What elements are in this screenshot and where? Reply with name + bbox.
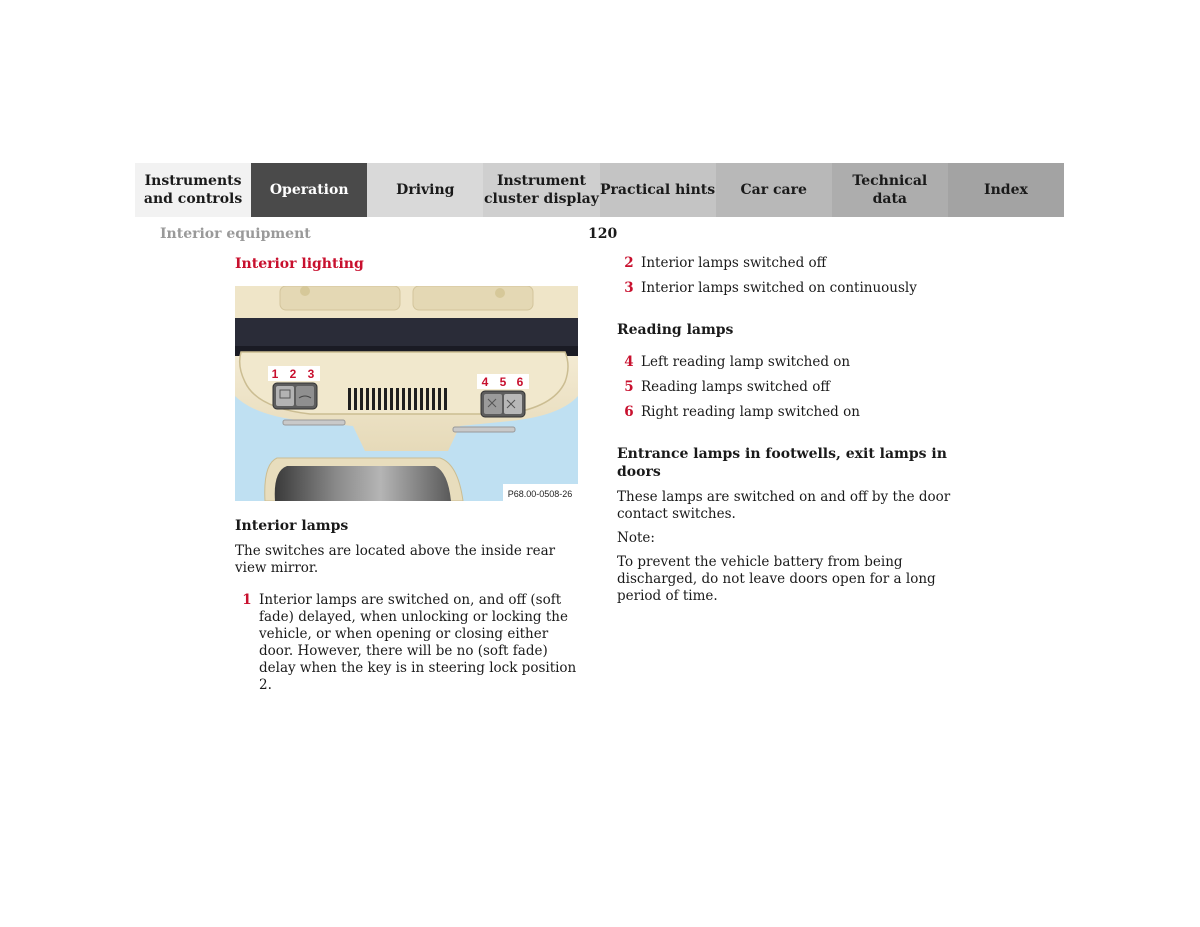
item-text: Interior lamps switched off (641, 255, 827, 271)
interior-lamps-heading: Interior lamps (235, 518, 349, 534)
item-number: 1 (242, 592, 252, 608)
note-text: To prevent the vehicle battery from being discharged, do not leave doors open for a long period of time. (617, 554, 936, 604)
callout-3: 3 (307, 367, 315, 381)
item-text: Left reading lamp switched on (641, 354, 851, 370)
list-item-2 (617, 255, 977, 272)
tab-driving[interactable]: Driving (367, 163, 483, 217)
list-item-3 (617, 280, 977, 297)
tab-operation[interactable]: Operation (251, 163, 367, 217)
left-column (235, 255, 585, 694)
tab-index[interactable]: Index (948, 163, 1064, 217)
chapter-tabs (135, 163, 1064, 217)
page-heading: Interior lighting (235, 256, 364, 272)
item-number: 4 (624, 354, 634, 370)
tab-car-care[interactable]: Car care (716, 163, 832, 217)
callout-4: 4 (481, 375, 489, 389)
right-column (617, 255, 977, 605)
section-title: Interior equipment (160, 226, 311, 242)
tab-technical-data[interactable]: Technical data (832, 163, 948, 217)
list-item-5 (617, 379, 977, 396)
page-number: 120 (588, 226, 618, 242)
callout-1: 1 (271, 367, 279, 381)
tab-instruments-and-controls[interactable]: Instruments and controls (135, 163, 251, 217)
tab-practical-hints[interactable]: Practical hints (600, 163, 716, 217)
figure-code: P68.00-0508-26 (507, 489, 573, 499)
list-item-4 (617, 354, 977, 371)
entrance-lamps-text: These lamps are switched on and off by the door contact switches. (617, 489, 951, 522)
item-number: 6 (624, 404, 634, 420)
callout-5: 5 (499, 375, 507, 389)
item-text: Interior lamps switched on continuously (641, 280, 917, 296)
note-label: Note: (617, 530, 655, 546)
callout-6: 6 (516, 375, 524, 389)
item-text: Right reading lamp switched on (641, 404, 860, 420)
tab-instrument-cluster-display[interactable]: Instrument cluster display (483, 163, 599, 217)
item-number: 2 (624, 255, 634, 271)
item-number: 5 (624, 379, 634, 395)
list-item-6 (617, 404, 977, 421)
list-item-1 (235, 592, 585, 694)
callout-2: 2 (289, 367, 297, 381)
overhead-console-illustration (235, 286, 578, 501)
item-number: 3 (624, 280, 634, 296)
interior-lamps-text: The switches are located above the inside rear view mirror. (235, 543, 556, 576)
item-text: Reading lamps switched off (641, 379, 830, 395)
entrance-lamps-heading: Entrance lamps in footwells, exit lamps in doors (617, 446, 947, 480)
reading-lamps-heading: Reading lamps (617, 322, 734, 338)
item-text: Interior lamps are switched on, and off (soft fade) delayed, when unlocking or locking the vehicle, or when opening or closing either door. However, there will be no (soft fade) delay when the key is in steering lock position 2. (259, 592, 577, 693)
